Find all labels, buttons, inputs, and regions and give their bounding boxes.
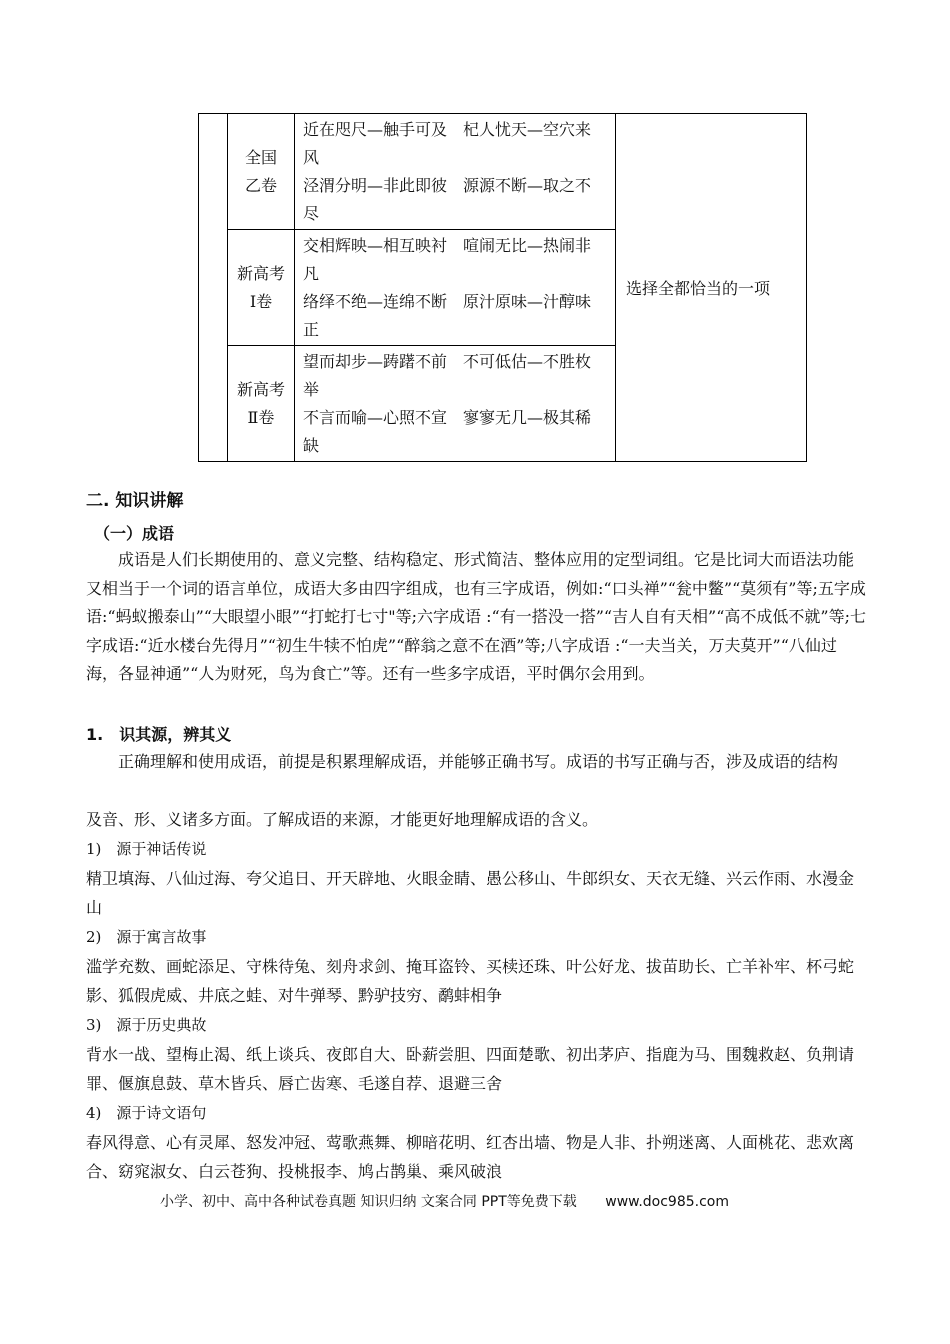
section-title: 二. 知识讲解: [86, 491, 184, 511]
source-items: 背水一战、望梅止渴、纸上谈兵、夜郎自大、卧薪尝胆、四面楚歌、初出茅庐、指鹿为马、围魏救赵、负荆请罪、偃旗息鼓、草木皆兵、唇亡齿寒、毛遂自荐、退避三舍: [86, 1045, 855, 1093]
point1-text-a: 正确理解和使用成语，前提是积累理解成语，并能够正确书写。成语的书写正确与否，涉及成语的结构: [118, 752, 839, 771]
footer-text: 小学、初中、高中各种试卷真题 知识归纳 文案合同 PPT等免费下载: [160, 1194, 577, 1210]
footer: [160, 1191, 729, 1211]
content-cell: [295, 114, 616, 230]
paper-cell: [228, 114, 295, 230]
paper-name: 全国 乙卷: [244, 147, 277, 195]
source-items: 春风得意、心有灵犀、怒发冲冠、莺歌燕舞、柳暗花明、红杏出墙、物是人非、扑朔迷离、人面桃花、悲欢离合、窈窕淑女、白云苍狗、投桃报李、鸠占鹊巢、乘风破浪: [86, 1133, 855, 1181]
source-items: 滥学充数、画蛇添足、守株待兔、刻舟求剑、掩耳盗铃、买椟还珠、叶公好龙、拔苗助长、亡羊补牢、杯弓蛇影、狐假虎威、井底之蛙、对牛弹琴、黔驴技穷、鹬蚌相争: [86, 957, 855, 1005]
content-cell: [295, 230, 616, 346]
source-label: 2) 源于寓言故事: [86, 928, 207, 946]
source-label: 3) 源于历史典故: [86, 1016, 207, 1034]
point1-title: 1. 识其源，辨其义: [86, 725, 232, 744]
year-cell: [199, 114, 228, 462]
exam-table: [198, 113, 807, 462]
intro-paragraph: 成语是人们长期使用的、意义完整、结构稳定、形式简洁、整体应用的定型词组。它是比词大而语法功能又相当于一个词的语言单位，成语大多由四字组成，也有三字成语，例如:“口头禅”“瓮中鳖”“莫须有”等;五字成语:“蚂蚁搬泰山”“大眼望小眼”“打蛇打七寸"等;六字成语 :“有一搭没一搭”“吉人自有天相”“高不成低不就”等;七字成语:“近水楼台先得月”“初生牛犊不怕虎”“醉翁之意不在酒”等;八字成语 :“一夫当关，万夫莫开”“八仙过海，各显神通”“人为财死，鸟为食亡”等。还有一些多字成语，平时偶尔会用到。: [86, 550, 866, 683]
source-label: 4) 源于诗文语句: [86, 1104, 207, 1122]
idiom-pairs: 望而却步—踌躇不前 不可低估—不胜枚举 不言而喻—心照不宣 寥寥无几—极其稀缺: [303, 351, 592, 455]
source-label: 1) 源于神话传说: [86, 840, 207, 858]
subsection-title: （一）成语: [94, 524, 175, 543]
paper-name: 新高考 Ⅱ卷: [236, 379, 285, 427]
paper-name: 新高考 Ⅰ卷: [236, 263, 285, 311]
source-items: 精卫填海、八仙过海、夸父追日、开天辟地、火眼金睛、愚公移山、牛郎织女、天衣无缝、兴云作雨、水漫金山: [86, 869, 855, 917]
footer-url[interactable]: www.doc985.com: [605, 1194, 729, 1210]
table-row: [199, 114, 807, 230]
content-cell: [295, 346, 616, 462]
paper-cell: [228, 346, 295, 462]
question-type: 选择全都恰当的一项: [626, 279, 771, 298]
paper-cell: [228, 230, 295, 346]
idiom-pairs: 交相辉映—相互映衬 喧闹无比—热闹非凡 络绎不绝—连绵不断 原汁原味—汁醇味正: [303, 235, 592, 339]
question-type-cell: [616, 114, 807, 462]
point1-text-b: 及音、形、义诸多方面。了解成语的来源，才能更好地理解成语的含义。: [86, 810, 599, 829]
idiom-pairs: 近在咫尺—触手可及 杞人忧天—空穴来风 泾渭分明—非此即彼 源源不断—取之不尽: [303, 119, 592, 223]
